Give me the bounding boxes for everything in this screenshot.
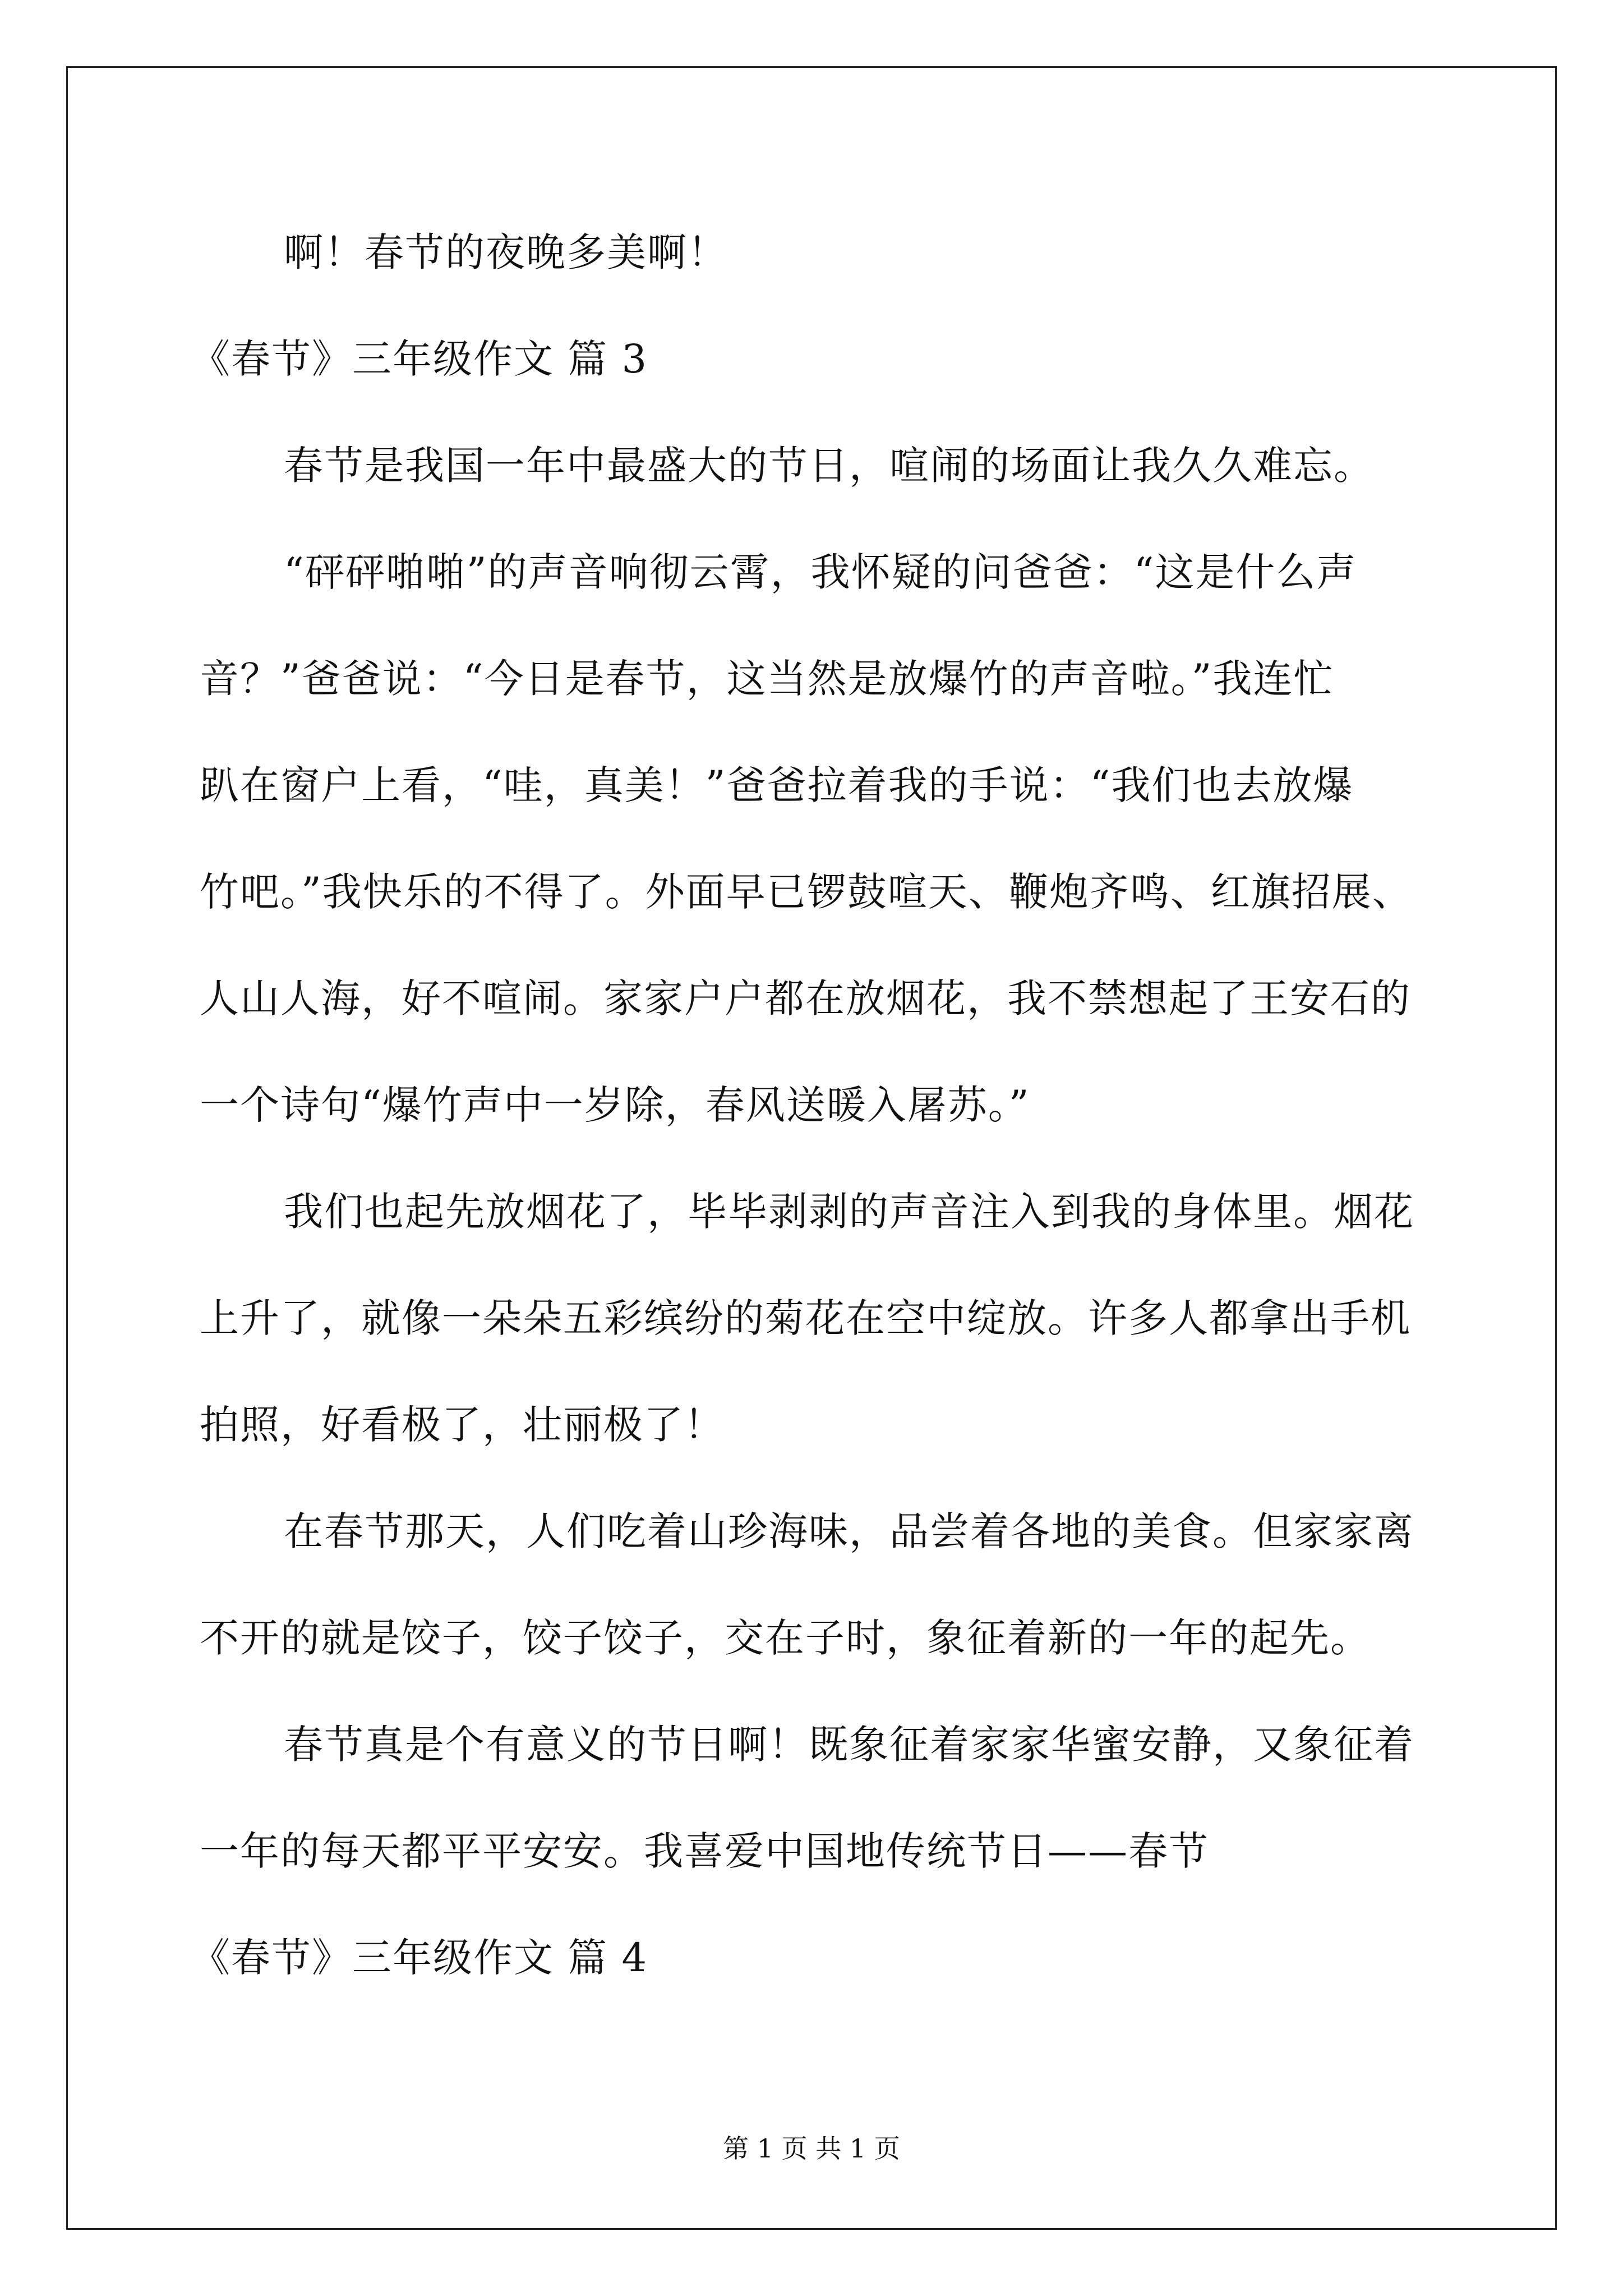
text-line: 一个诗句“爆竹声中一岁除，春风送暖入屠苏。”	[200, 1082, 1030, 1128]
text-line: 人山人海，好不喧闹。家家户户都在放烟花，我不禁想起了王安石的	[200, 976, 1411, 1022]
text-line: 春节是我国一年中最盛大的节日，喧闹的场面让我久久难忘。	[284, 443, 1374, 489]
page-border	[66, 66, 1557, 2230]
text-line: 在春节那天，人们吃着山珍海味，品尝着各地的美食。但家家离	[284, 1508, 1414, 1554]
text-line: 春节真是个有意义的节日啊！既象征着家家华蜜安静，又象征着	[284, 1722, 1414, 1768]
page-number: 第 1 页 共 1 页	[723, 2133, 900, 2164]
section-heading: 《春节》三年级作文 篇 4	[191, 1935, 648, 1981]
text-line: 啊！春节的夜晚多美啊！	[284, 229, 728, 275]
text-line: 不开的就是饺子，饺子饺子，交在子时，象征着新的一年的起先。	[200, 1615, 1371, 1661]
text-line: 上升了，就像一朵朵五彩缤纷的菊花在空中绽放。许多人都拿出手机	[200, 1295, 1411, 1341]
text-line: 一年的每天都平平安安。我喜爱中国地传统节日——春节	[200, 1828, 1209, 1874]
text-line: 拍照，好看极了，壮丽极了！	[200, 1402, 725, 1448]
text-line: 竹吧。”我快乐的不得了。外面早已锣鼓喧天、鞭炮齐鸣、红旗招展、	[200, 869, 1413, 915]
text-line: 趴在窗户上看，“哇，真美！”爸爸拉着我的手说：“我们也去放爆	[200, 762, 1354, 808]
text-line: 音？”爸爸说：“今日是春节，这当然是放爆竹的声音啦。”我连忙	[200, 656, 1334, 702]
section-heading: 《春节》三年级作文 篇 3	[191, 336, 648, 382]
text-line: “砰砰啪啪”的声音响彻云霄，我怀疑的问爸爸：“这是什么声	[284, 549, 1357, 595]
text-line: 我们也起先放烟花了，毕毕剥剥的声音注入到我的身体里。烟花	[284, 1189, 1414, 1235]
